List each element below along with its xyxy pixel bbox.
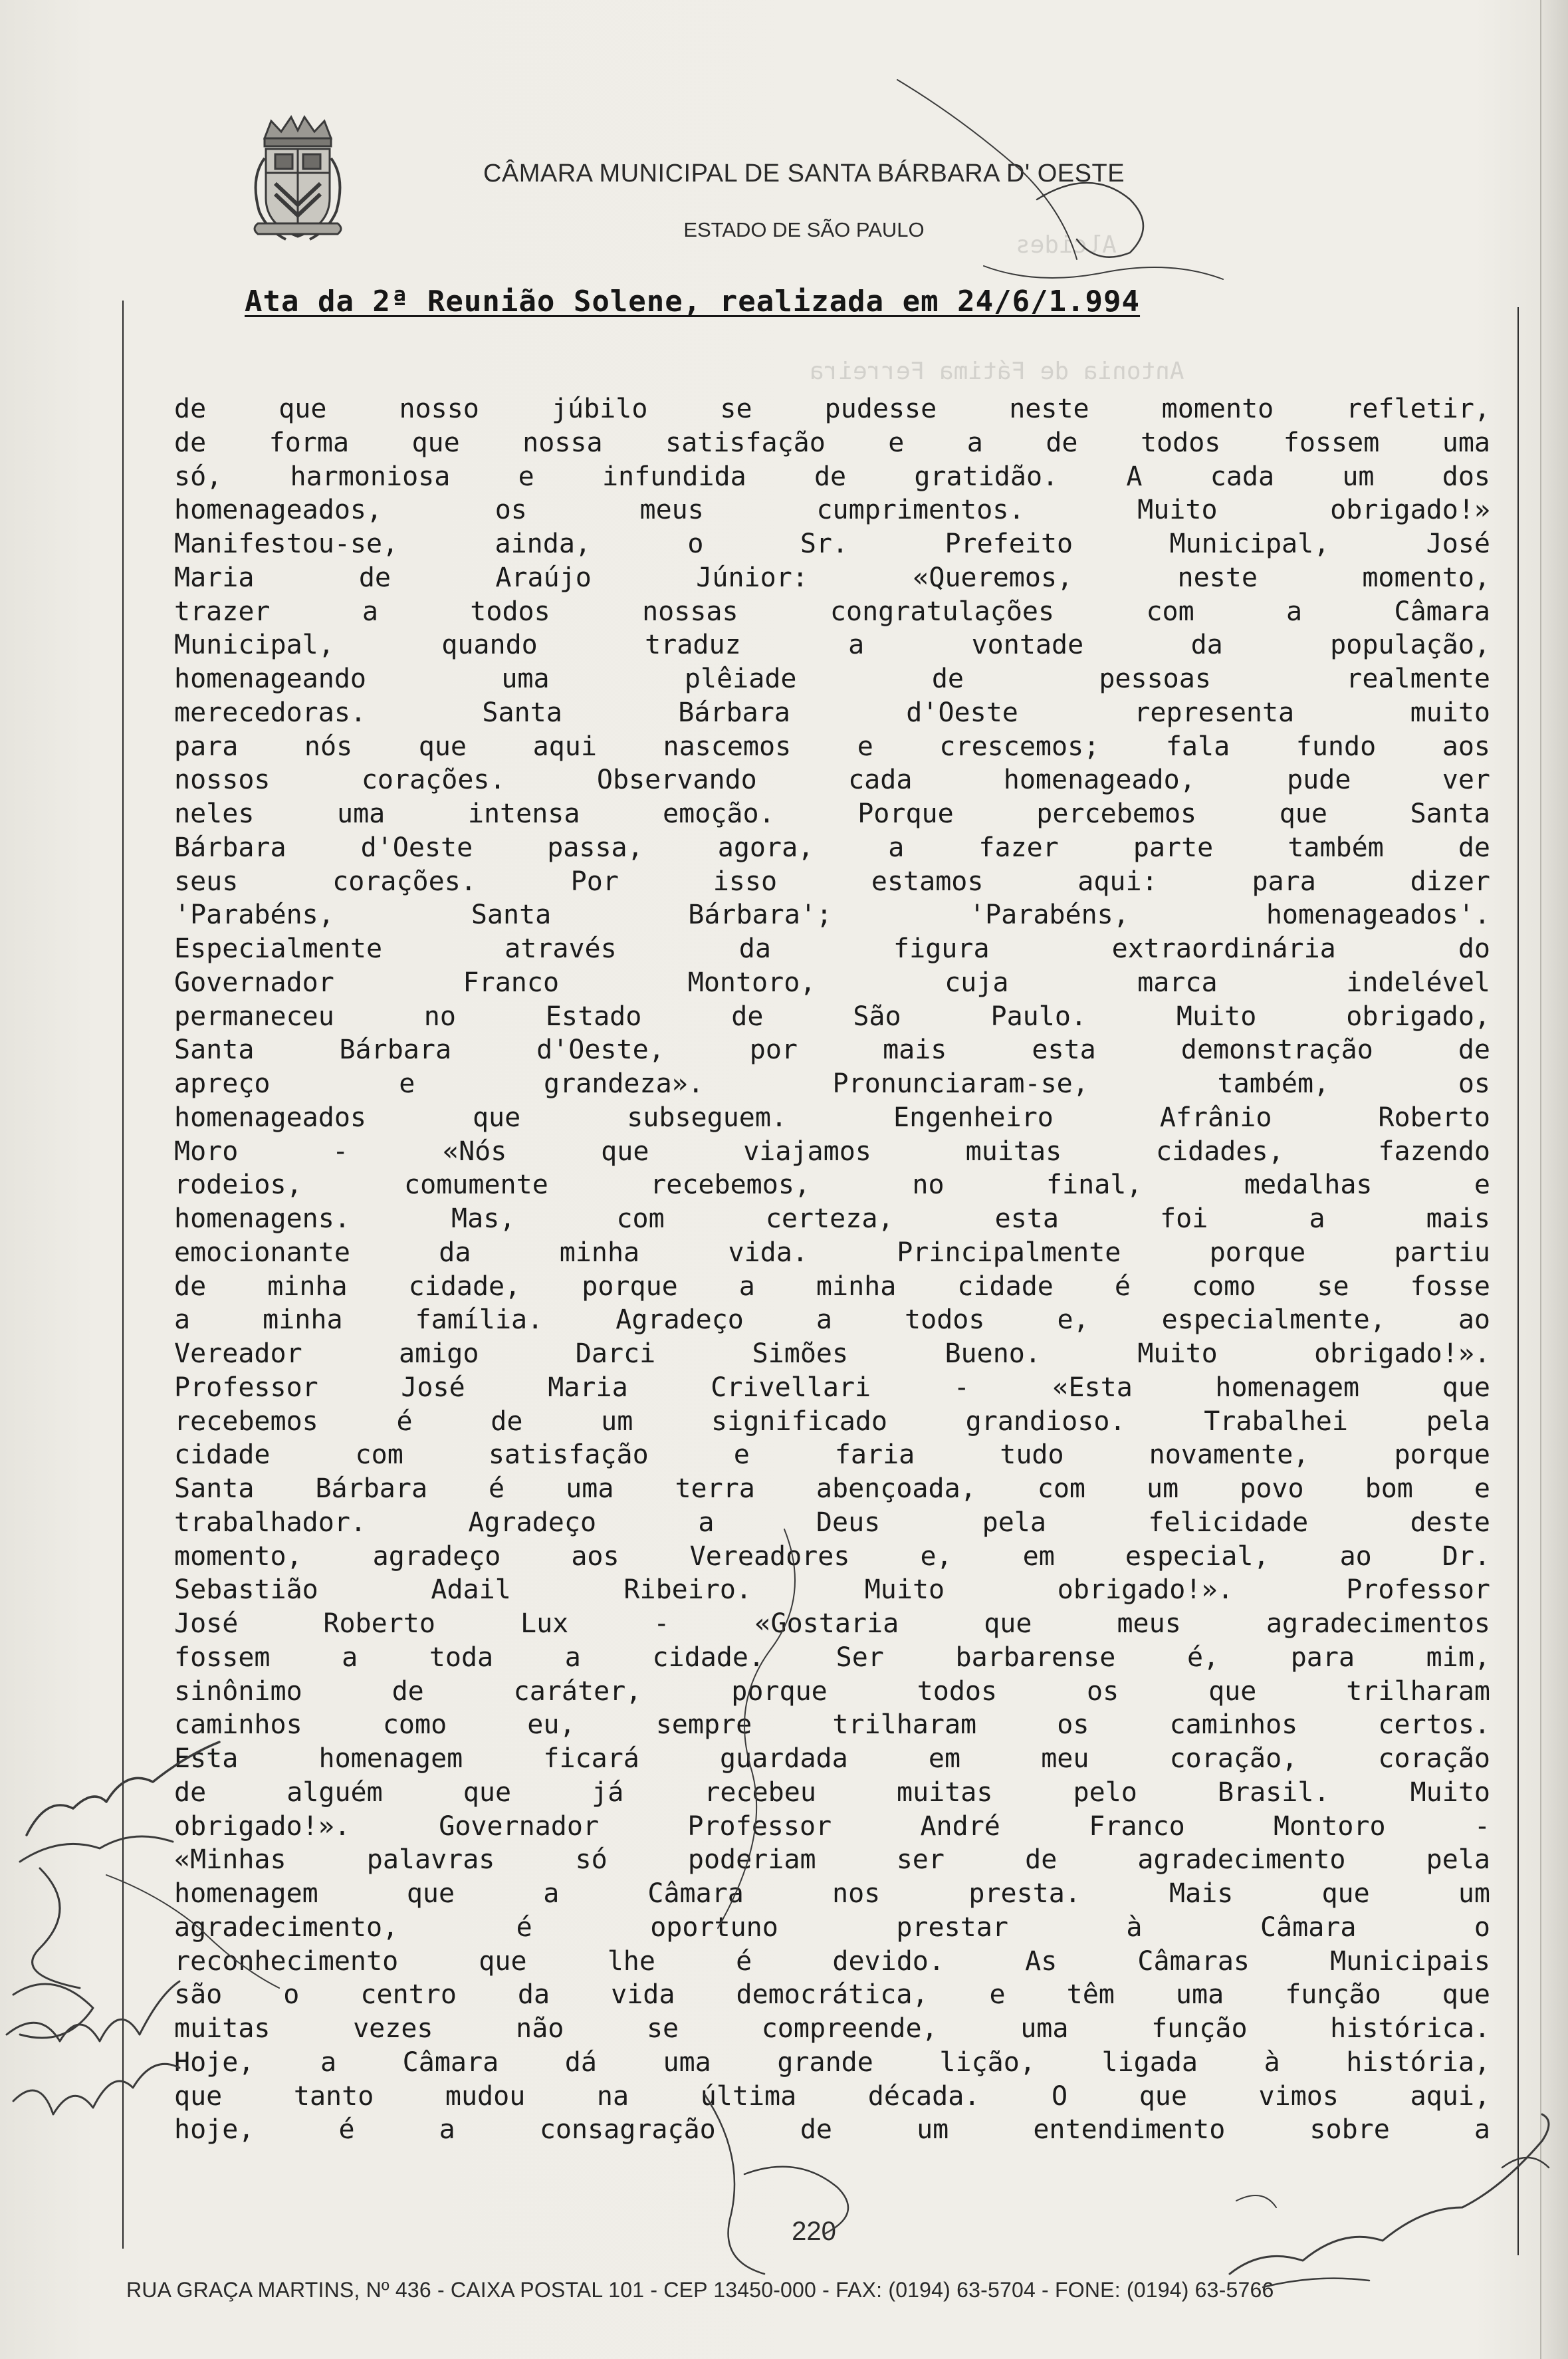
body-line: só, harmoniosa e infundida de gratidão. A cada um dos — [174, 461, 1490, 492]
body-line: Especialmente através da figura extraordinária do — [174, 933, 1490, 964]
body-line: neles uma intensa emoção. Porque percebemos que Santa — [174, 799, 1490, 829]
body-line: que tanto mudou na última década. O que vimos aqui, — [174, 2080, 1490, 2112]
right-margin-rule — [1517, 307, 1519, 2255]
body-line: a minha família. Agradeço a todos e, especialmente, ao — [174, 1304, 1490, 1336]
state-subtitle: ESTADO DE SÃO PAULO — [683, 218, 925, 241]
body-line: Manifestou-se, ainda, o Sr. Prefeito Municipal, José — [174, 529, 1490, 559]
body-line: homenageando uma plêiade de pessoas realmente — [174, 664, 1490, 694]
body-line: caminhos como eu, sempre trilharam os caminhos certos. — [174, 1709, 1490, 1741]
body-line: nossos corações. Observando cada homenageado, pude ver — [174, 765, 1490, 796]
body-line: Governador Franco Montoro, cuja marca indelével — [174, 967, 1490, 998]
show-through-text-1: Alcides — [1016, 231, 1117, 259]
body-line: Esta homenagem ficará guardada em meu coração, coração — [174, 1743, 1490, 1774]
body-line: para nós que aqui nascemos e crescemos; fala fundo aos — [174, 731, 1490, 762]
body-line: Vereador amigo Darci Simões Bueno. Muito obrigado!». — [174, 1338, 1490, 1369]
body-line: Santa Bárbara d'Oeste, por mais esta demonstração de — [174, 1035, 1490, 1066]
body-line: emocionante da minha vida. Principalmente porque partiu — [174, 1237, 1490, 1268]
page-number: 220 — [792, 2217, 836, 2246]
body-line: apreço e grandeza». Pronunciaram-se, também, os — [174, 1068, 1490, 1099]
body-line: muitas vezes não se compreende, uma função histórica. — [174, 2013, 1490, 2044]
body-line: agradecimento, é oportuno prestar à Câmara o — [174, 1912, 1490, 1943]
minutes-heading: Ata da 2ª Reunião Solene, realizada em 24/6/1.994 — [245, 285, 1141, 318]
body-line: homenageados que subseguem. Engenheiro Afrânio Roberto — [174, 1102, 1490, 1133]
body-line: rodeios, comumente recebemos, no final, medalhas e — [174, 1170, 1490, 1201]
body-line: sinônimo de caráter, porque todos os que trilharam — [174, 1676, 1490, 1707]
body-line: reconhecimento que lhe é devido. As Câmaras Municipais — [174, 1945, 1490, 1977]
body-line: trazer a todos nossas congratulações com a Câmara — [174, 596, 1490, 627]
body-line: Municipal, quando traduz a vontade da população, — [174, 630, 1490, 661]
body-line: permaneceu no Estado de São Paulo. Muito obrigado, — [174, 1001, 1490, 1032]
body-line: José Roberto Lux - «Gostaria que meus agradecimentos — [174, 1608, 1490, 1639]
body-line: momento, agradeço aos Vereadores e, em especial, ao Dr. — [174, 1541, 1490, 1572]
body-line: homenagem que a Câmara nos presta. Mais que um — [174, 1878, 1490, 1909]
body-line: obrigado!». Governador Professor André Franco Montoro - — [174, 1810, 1490, 1842]
body-line: cidade com satisfação e faria tudo novamente, porque — [174, 1439, 1490, 1471]
body-line: «Minhas palavras só poderiam ser de agradecimento pela — [174, 1844, 1490, 1876]
body-line: Professor José Maria Crivellari - «Esta homenagem que — [174, 1372, 1490, 1403]
institution-title: CÂMARA MUNICIPAL DE SANTA BÁRBARA D' OESTE — [483, 160, 1125, 187]
body-line: são o centro da vida democrática, e têm uma função que — [174, 1979, 1490, 2011]
body-line: trabalhador. Agradeço a Deus pela felicidade deste — [174, 1507, 1490, 1538]
body-line: de alguém que já recebeu muitas pelo Brasil. Muito — [174, 1777, 1490, 1808]
body-line: de que nosso júbilo se pudesse neste momento refletir, — [174, 394, 1490, 424]
body-line: recebemos é de um significado grandioso. Trabalhei pela — [174, 1406, 1490, 1437]
footer-address: RUA GRAÇA MARTINS, Nº 436 - CAIXA POSTAL 101 - CEP 13450-000 - FAX: (0194) 63-5704 - FONE: (0194) 63-5766 — [126, 2278, 1274, 2302]
body-line: merecedoras. Santa Bárbara d'Oeste representa muito — [174, 697, 1490, 728]
body-line: seus corações. Por isso estamos aqui: para dizer — [174, 866, 1490, 897]
body-line: 'Parabéns, Santa Bárbara'; 'Parabéns, homenageados'. — [174, 900, 1490, 931]
body-line: Bárbara d'Oeste passa, agora, a fazer parte também de — [174, 832, 1490, 863]
body-line: homenagens. Mas, com certeza, esta foi a mais — [174, 1203, 1490, 1234]
body-line: fossem a toda a cidade. Ser barbarense é, para mim, — [174, 1642, 1490, 1673]
body-line: homenageados, os meus cumprimentos. Muito obrigado!» — [174, 495, 1490, 526]
body-line: Hoje, a Câmara dá uma grande lição, ligada à história, — [174, 2047, 1490, 2078]
body-line: de minha cidade, porque a minha cidade é como se fosse — [174, 1271, 1490, 1302]
left-margin-rule — [122, 301, 124, 2249]
body-line: Maria de Araújo Júnior: «Queremos, neste momento, — [174, 562, 1490, 593]
body-line: Sebastião Adail Ribeiro. Muito obrigado!». Professor — [174, 1574, 1490, 1606]
body-line: Santa Bárbara é uma terra abençoada, com um povo bom e — [174, 1473, 1490, 1504]
page-binding-edge — [1540, 0, 1568, 2359]
show-through-text-2: Antonia de Fátima Ferreira — [810, 358, 1184, 385]
minutes-body — [174, 392, 1490, 2147]
body-line: de forma que nossa satisfação e a de todos fossem uma — [174, 427, 1490, 458]
body-line: Moro - «Nós que viajamos muitas cidades, fazendo — [174, 1136, 1490, 1167]
body-line: hoje, é a consagração de um entendimento sobre a — [174, 2114, 1490, 2146]
